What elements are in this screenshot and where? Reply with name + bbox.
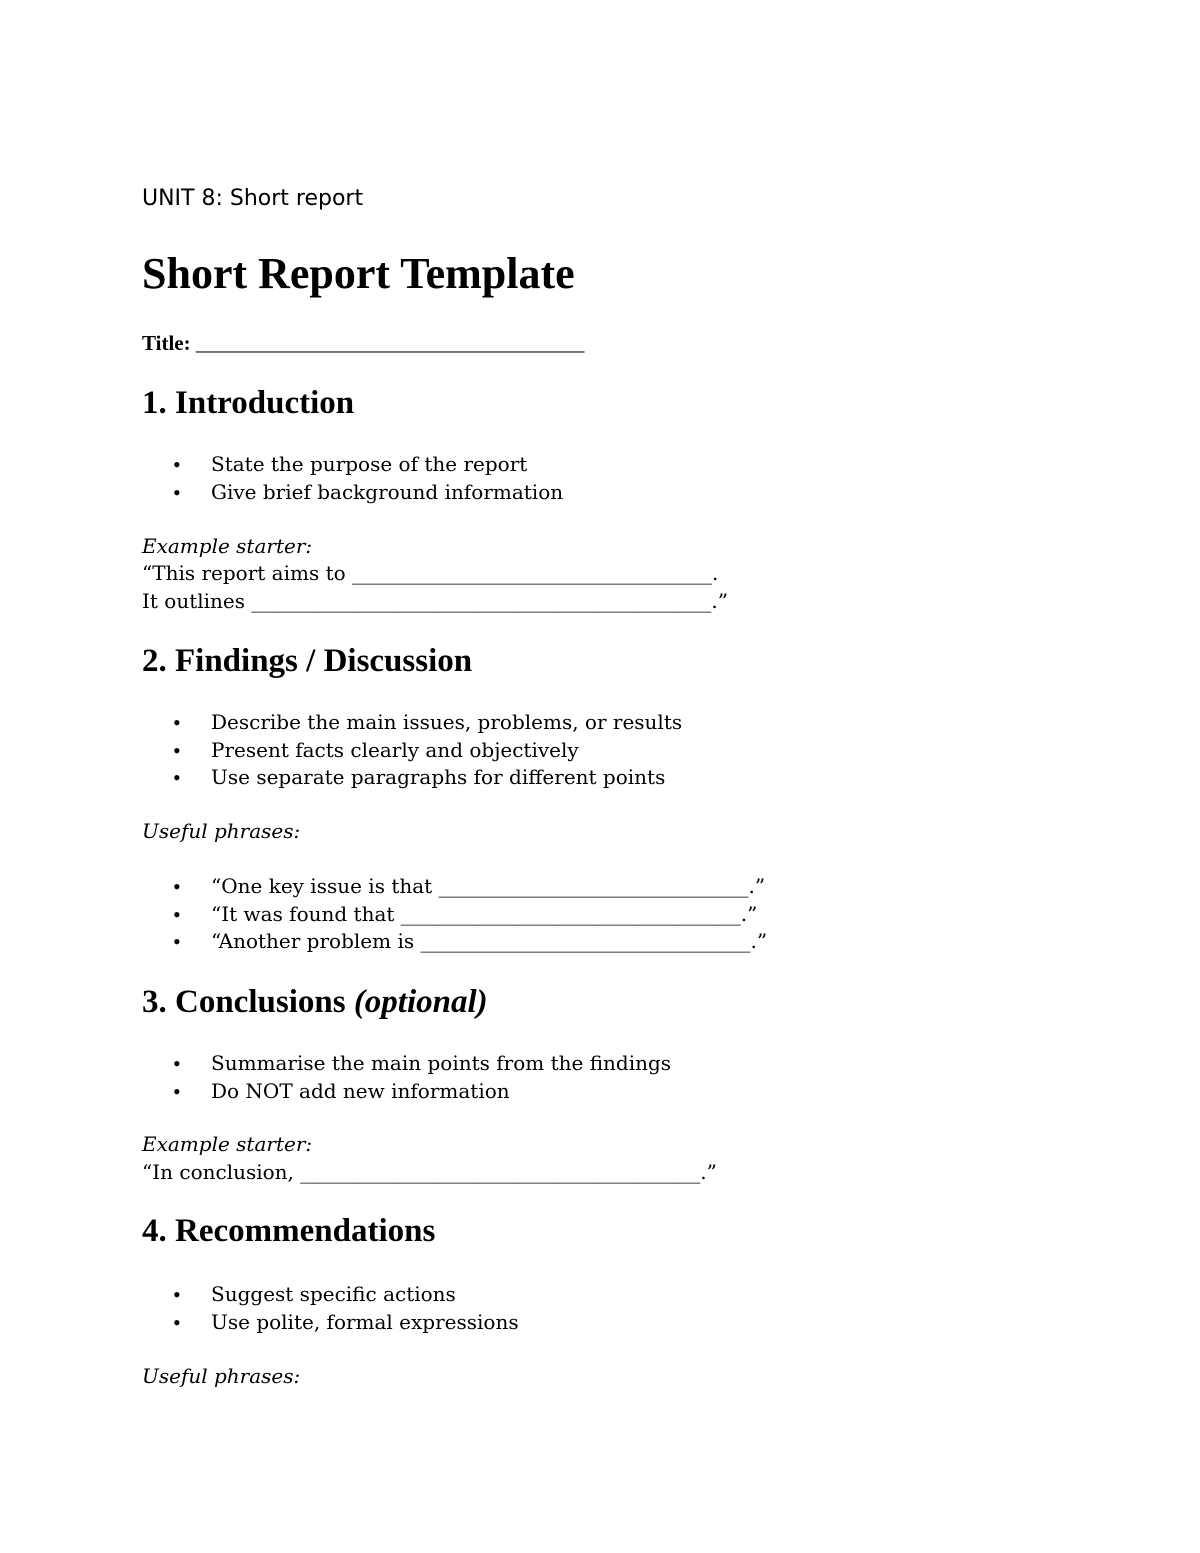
list-item: • “Another problem is _________________________________.” bbox=[142, 928, 767, 956]
introduction-bullet-list bbox=[142, 451, 563, 506]
findings-bullet-list bbox=[142, 709, 682, 792]
conclusions-example-label: Example starter: bbox=[142, 1132, 313, 1156]
findings-phrases-label: Useful phrases: bbox=[142, 819, 301, 843]
section-heading-introduction: 1. Introduction bbox=[142, 385, 355, 421]
list-item: • “One key issue is that _______________________________.” bbox=[142, 873, 767, 901]
list-item: • Summarise the main points from the findings bbox=[142, 1050, 671, 1078]
conclusions-bullet-list bbox=[142, 1050, 671, 1105]
recommendations-bullet-list bbox=[142, 1281, 519, 1336]
conclusions-heading-main: 3. Conclusions bbox=[142, 984, 354, 1020]
introduction-example-line: It outlines ______________________________________________.” bbox=[142, 589, 728, 613]
conclusions-example-line: “In conclusion, ________________________________________.” bbox=[142, 1160, 717, 1184]
list-item: • Present facts clearly and objectively bbox=[142, 737, 682, 765]
section-heading-findings: 2. Findings / Discussion bbox=[142, 643, 473, 679]
introduction-example-line: “This report aims to ____________________________________. bbox=[142, 561, 719, 585]
list-item: • Describe the main issues, problems, or results bbox=[142, 709, 682, 737]
list-item: • Suggest specific actions bbox=[142, 1281, 519, 1309]
findings-phrases-list bbox=[142, 873, 767, 956]
list-item: • Do NOT add new information bbox=[142, 1078, 671, 1106]
document-title: Short Report Template bbox=[142, 249, 575, 298]
list-item: • “It was found that __________________________________.” bbox=[142, 901, 767, 929]
introduction-example-label: Example starter: bbox=[142, 534, 313, 558]
list-item: • Use polite, formal expressions bbox=[142, 1309, 519, 1337]
section-heading-recommendations: 4. Recommendations bbox=[142, 1213, 436, 1249]
conclusions-heading-optional: (optional) bbox=[353, 984, 488, 1020]
title-field-label: Title: bbox=[142, 331, 191, 355]
list-item: • State the purpose of the report bbox=[142, 451, 563, 479]
section-heading-conclusions bbox=[142, 984, 488, 1021]
list-item: • Give brief background information bbox=[142, 479, 563, 507]
title-field bbox=[142, 331, 584, 356]
title-field-blank: _____________________________________ bbox=[190, 331, 585, 355]
recommendations-phrases-label: Useful phrases: bbox=[142, 1364, 301, 1388]
list-item: • Use separate paragraphs for different points bbox=[142, 764, 682, 792]
unit-label: UNIT 8: Short report bbox=[142, 186, 364, 211]
